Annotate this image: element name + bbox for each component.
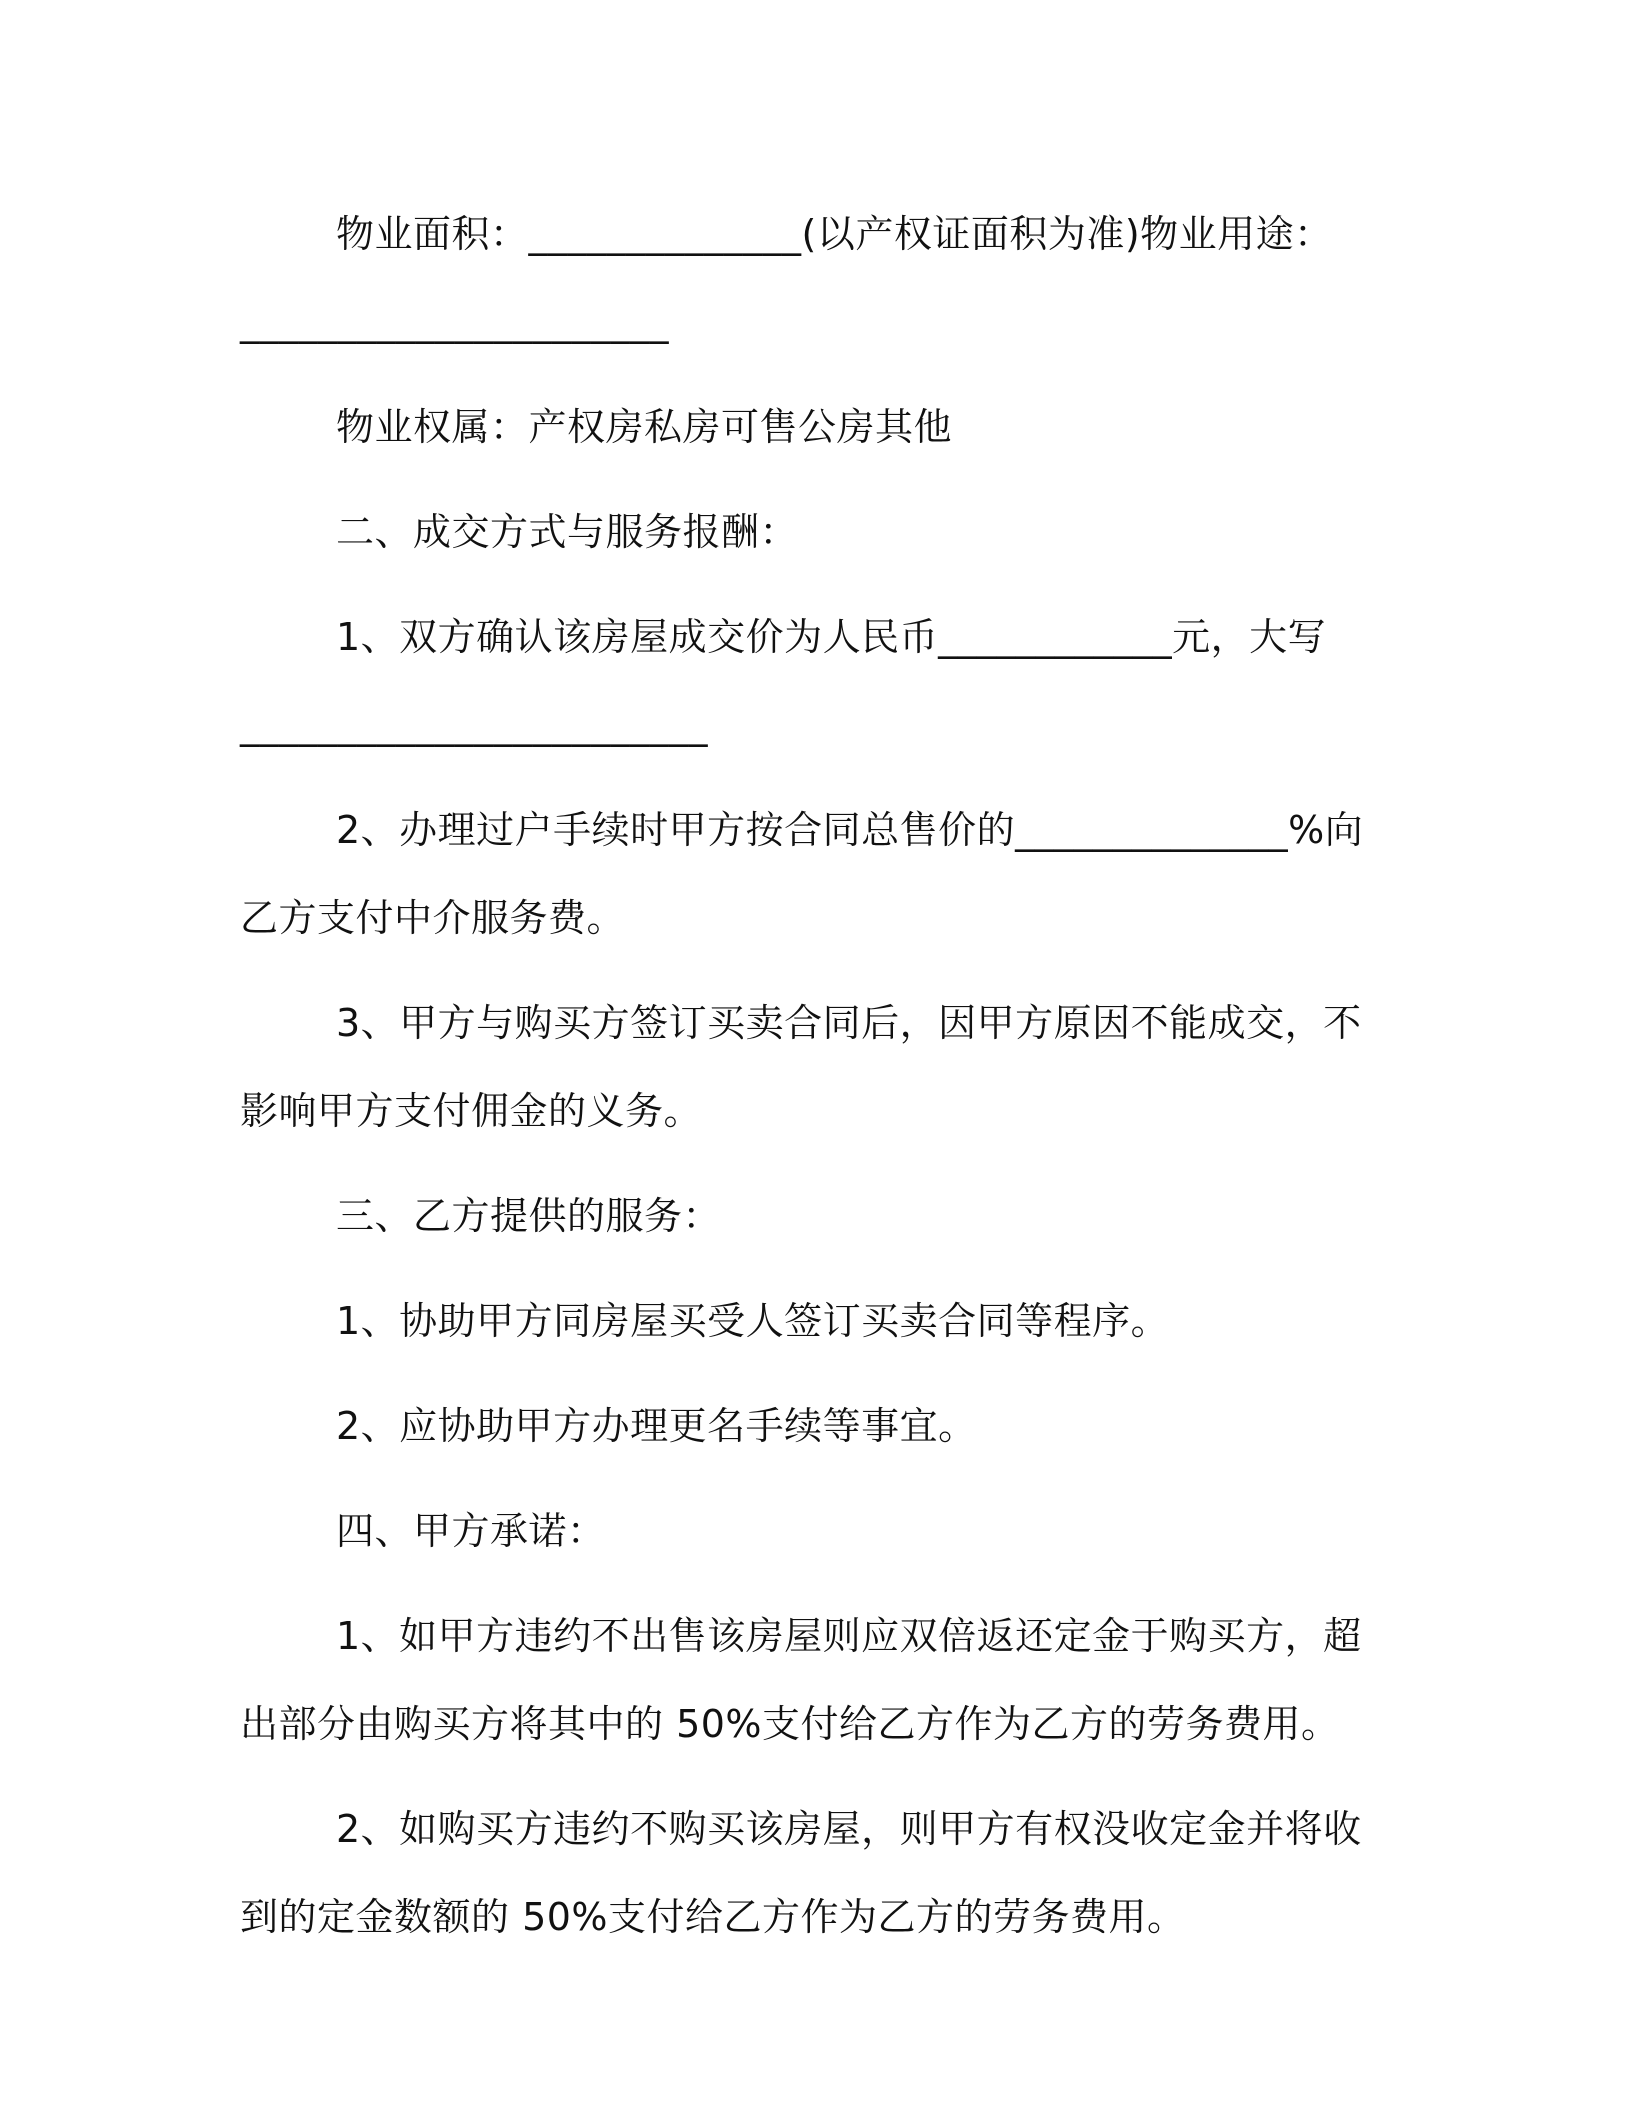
paragraph-property-ownership: 物业权属：产权房私房可售公房其他: [336, 405, 953, 449]
paragraph-3-2: 2、应协助甲方办理更名手续等事宜。: [336, 1404, 977, 1448]
document-page: [240, 190, 1370, 1961]
paragraph-4-1: 1、如甲方违约不出售该房屋则应双倍返还定金于购买方，超出部分由购买方将其中的 50%支付给乙方作为乙方的劳务费用。: [240, 1614, 1362, 1746]
paragraph-property-use-blank: ______________________: [240, 300, 669, 344]
paragraph-2-3: 3、甲方与购买方签订买卖合同后，因甲方原因不能成交，不影响甲方支付佣金的义务。: [240, 1001, 1362, 1133]
section-heading-2: 二、成交方式与服务报酬：: [336, 510, 799, 554]
section-heading-4: 四、甲方承诺：: [336, 1509, 606, 1553]
paragraph-2-1-blank: ________________________: [240, 703, 708, 747]
paragraph-2-2: 2、办理过户手续时甲方按合同总售价的______________%向乙方支付中介服务费。: [240, 808, 1364, 940]
paragraph-3-1: 1、协助甲方同房屋买受人签订买卖合同等程序。: [336, 1299, 1170, 1343]
paragraph-property-area: 物业面积：______________(以产权证面积为准)物业用途：: [336, 212, 1333, 256]
paragraph-2-1: 1、双方确认该房屋成交价为人民币____________元，大写: [336, 615, 1327, 659]
section-heading-3: 三、乙方提供的服务：: [336, 1194, 722, 1238]
paragraph-4-2: 2、如购买方违约不购买该房屋，则甲方有权没收定金并将收到的定金数额的 50%支付给乙方作为乙方的劳务费用。: [240, 1807, 1362, 1939]
